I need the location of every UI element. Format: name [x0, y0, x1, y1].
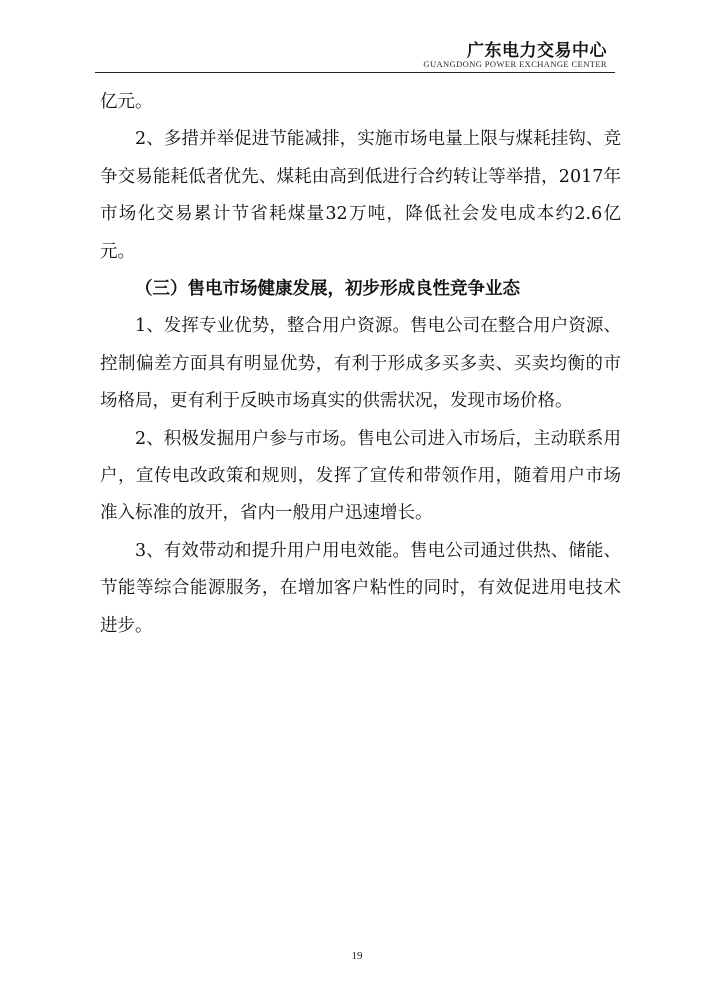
header-subtitle: GUANGDONG POWER EXCHANGE CENTER	[423, 59, 607, 69]
header-divider	[95, 72, 615, 73]
paragraph-energy-saving: 2、多措并举促进节能减排，实施市场电量上限与煤耗挂钩、竞争交易能耗低者优先、煤耗由高到低进行合约转让等举措，2017年市场化交易累计节省耗煤量32万吨，降低社会发电成本约2.6亿元。	[100, 129, 621, 262]
page-header	[95, 28, 615, 76]
page-number: 19	[351, 950, 363, 962]
paragraph-user-participation: 2、积极发掘用户参与市场。售电公司进入市场后，主动联系用户，宣传电改政策和规则，发挥了宣传和带领作用，随着用户市场准入标准的放开，省内一般用户迅速增长。	[100, 428, 621, 524]
header-title: 广东电力交易中心	[467, 41, 607, 61]
section-heading: （三）售电市场健康发展，初步形成良性竞争业态	[135, 279, 520, 300]
paragraph-professional-advantage: 1、发挥专业优势，整合用户资源。售电公司在整合用户资源、控制偏差方面具有明显优势，有利于形成多买多卖、买卖均衡的市场格局，更有利于反映市场真实的供需状况，发现市场价格。	[100, 316, 621, 412]
paragraph-efficiency: 3、有效带动和提升用户用电效能。售电公司通过供热、储能、节能等综合能源服务，在增加客户粘性的同时，有效促进用电技术进步。	[100, 540, 621, 636]
paragraph-continuation: 亿元。	[100, 92, 153, 112]
document-body	[100, 84, 621, 645]
